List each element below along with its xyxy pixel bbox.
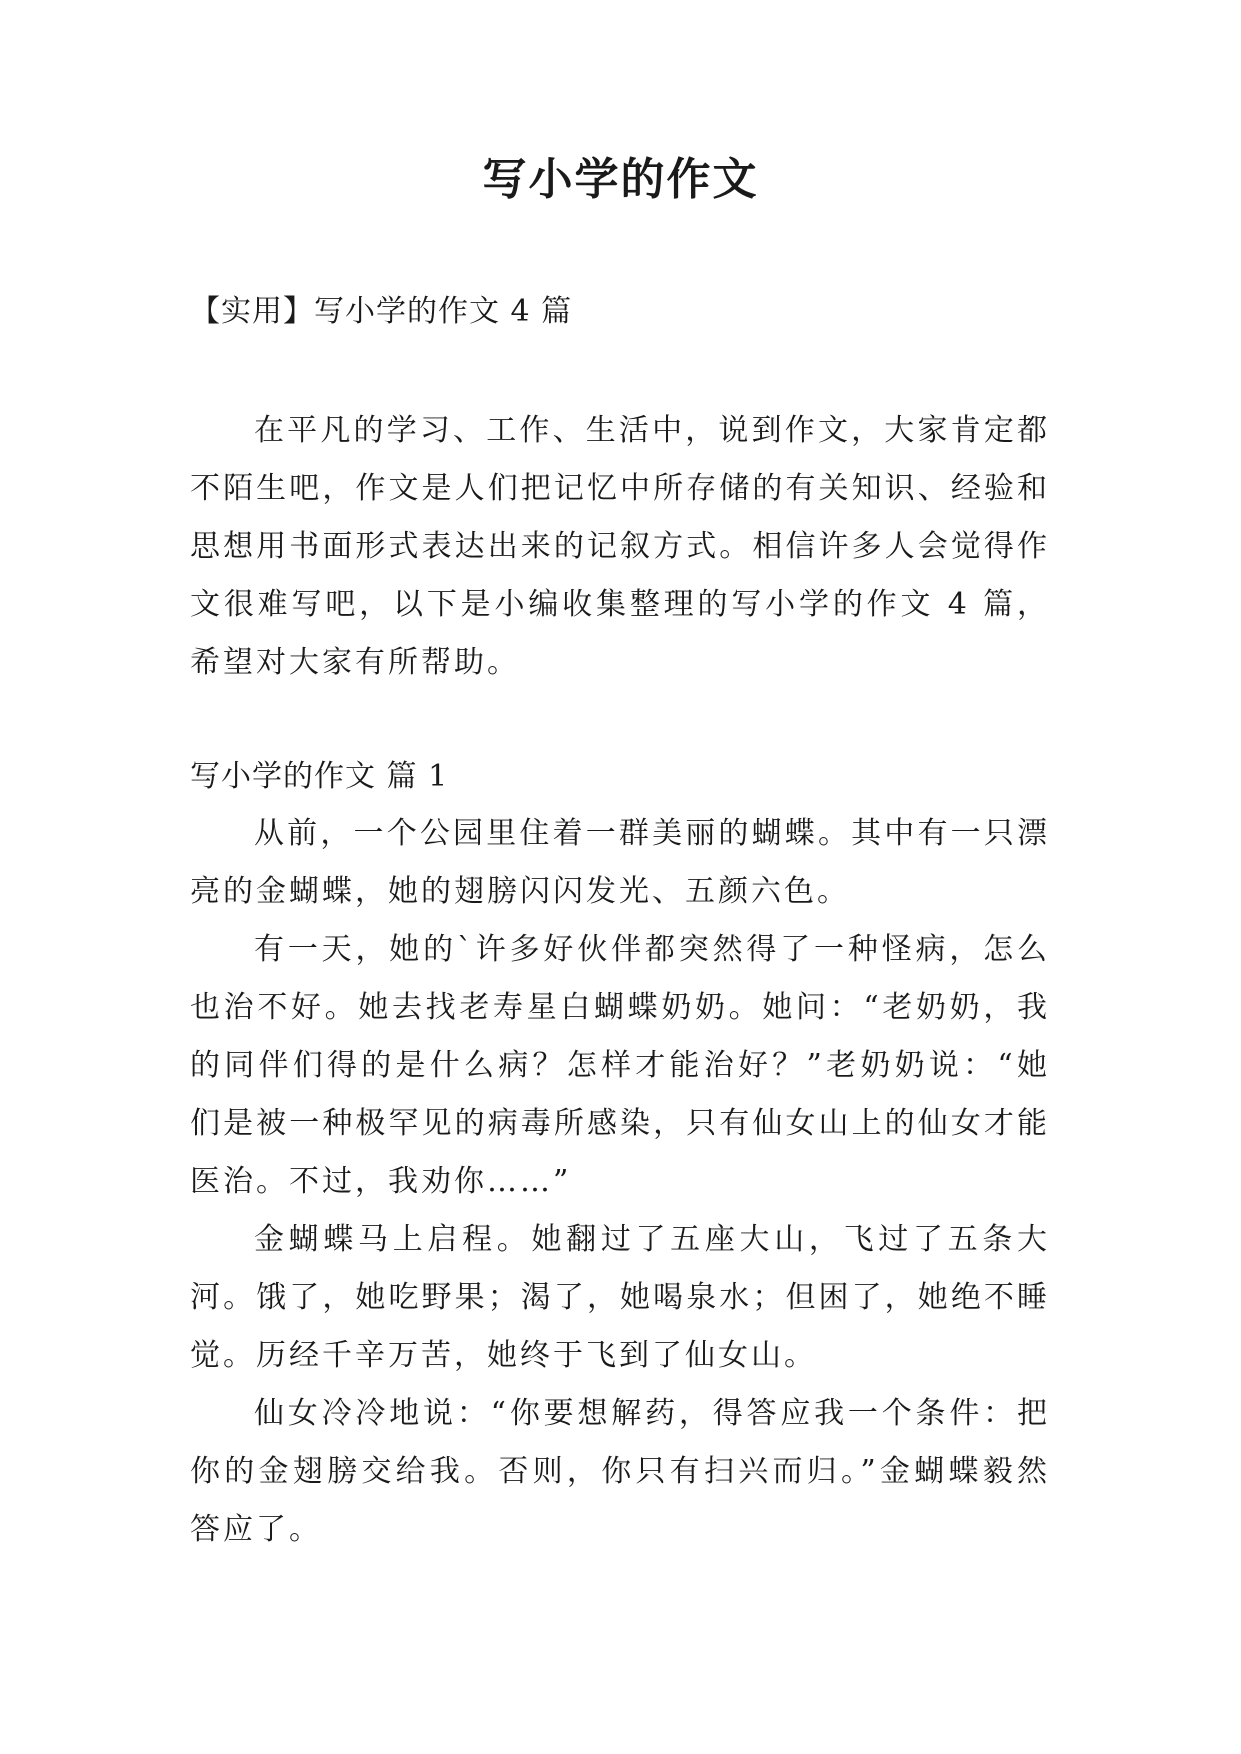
story-paragraph: 有一天，她的`许多好伙伴都突然得了一种怪病，怎么也治不好。她去找老寿星白蝴蝶奶奶。她问：“老奶奶，我的同伴们得的是什么病？怎样才能治好？”老奶奶说：“她们是被一种极罕见的病毒所感染，只有仙女山上的仙女才能医治。不过，我劝你……” [190,932,1050,1199]
page-title: 写小学的作文 [482,154,759,205]
story-block [190,805,1050,1559]
section-heading: 写小学的作文 篇 1 [190,759,449,794]
story-paragraph: 仙女冷冷地说：“你要想解药，得答应我一个条件：把你的金翅膀交给我。否则，你只有扫兴而归。”金蝴蝶毅然答应了。 [190,1396,1050,1547]
story-paragraph: 从前，一个公园里住着一群美丽的蝴蝶。其中有一只漂亮的金蝴蝶，她的翅膀闪闪发光、五颜六色。 [190,816,1050,909]
document-subtitle: 【实用】写小学的作文 4 篇 [190,294,573,329]
story-paragraph: 金蝴蝶马上启程。她翻过了五座大山，飞过了五条大河。饿了，她吃野果；渴了，她喝泉水；但困了，她绝不睡觉。历经千辛万苦，她终于飞到了仙女山。 [190,1222,1050,1373]
intro-paragraph: 在平凡的学习、工作、生活中，说到作文，大家肯定都不陌生吧，作文是人们把记忆中所存储的有关知识、经验和思想用书面形式表达出来的记叙方式。相信许多人会觉得作文很难写吧，以下是小编收集整理的写小学的作文 4 篇，希望对大家有所帮助。 [190,413,1050,680]
intro-block [190,402,1050,692]
